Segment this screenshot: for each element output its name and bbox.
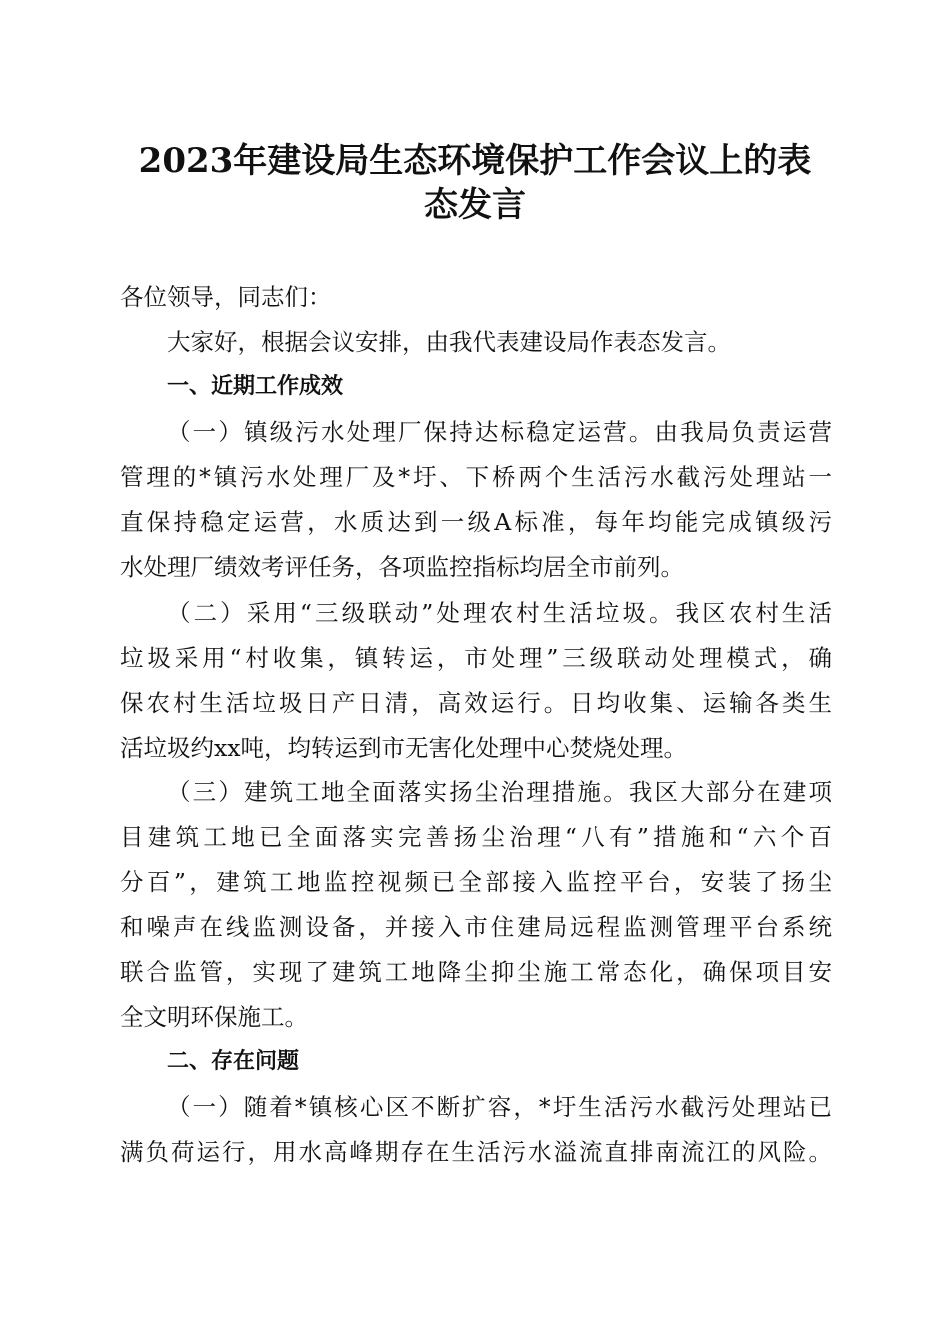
paragraph-4-line: （一）随着*镇核心区不断扩容，*圩生活污水截污处理站已 xyxy=(167,1093,832,1121)
paragraph-2-line: 保农村生活垃圾日产日清，高效运行。日均收集、运输各类生 xyxy=(120,689,832,717)
salutation: 各位领导，同志们： xyxy=(120,283,332,311)
paragraph-2-line: 垃圾采用“村收集，镇转运，市处理”三级联动处理模式，确 xyxy=(120,644,832,672)
paragraph-3-line: 目建筑工地已全面落实完善扬尘治理“八有”措施和“六个百 xyxy=(120,823,832,851)
section-1-heading: 一、近期工作成效 xyxy=(167,374,344,399)
intro-paragraph: 大家好，根据会议安排，由我代表建设局作表态发言。 xyxy=(167,328,731,356)
paragraph-3-line: 分百”，建筑工地监控视频已全部接入监控平台，安装了扬尘 xyxy=(120,868,832,896)
paragraph-1-line: （一）镇级污水处理厂保持达标稳定运营。由我局负责运营 xyxy=(167,418,832,446)
document-title-line-2: 态发言 xyxy=(424,185,526,225)
paragraph-3-line: 全文明环保施工。 xyxy=(120,1003,308,1031)
paragraph-2-line: （二）采用“三级联动”处理农村生活垃圾。我区农村生活 xyxy=(167,599,832,627)
section-2-heading: 二、存在问题 xyxy=(167,1049,300,1074)
paragraph-1-line: 管理的*镇污水处理厂及*圩、下桥两个生活污水截污处理站一 xyxy=(120,463,832,491)
document-title-line-1: 2023年建设局生态环境保护工作会议上的表 xyxy=(138,141,812,181)
paragraph-3-line: 和噪声在线监测设备，并接入市住建局远程监测管理平台系统 xyxy=(120,913,832,941)
paragraph-1-line: 水处理厂绩效考评任务，各项监控指标均居全市前列。 xyxy=(120,553,684,581)
paragraph-1-line: 直保持稳定运营，水质达到一级A标准，每年均能完成镇级污 xyxy=(120,508,832,536)
paragraph-2-line: 活垃圾约xx吨，均转运到市无害化处理中心焚烧处理。 xyxy=(120,734,688,762)
paragraph-3-line: 联合监管，实现了建筑工地降尘抑尘施工常态化，确保项目安 xyxy=(120,958,832,986)
paragraph-3-line: （三）建筑工地全面落实扬尘治理措施。我区大部分在建项 xyxy=(167,778,832,806)
paragraph-4-line: 满负荷运行，用水高峰期存在生活污水溢流直排南流江的风险。 xyxy=(120,1138,832,1166)
